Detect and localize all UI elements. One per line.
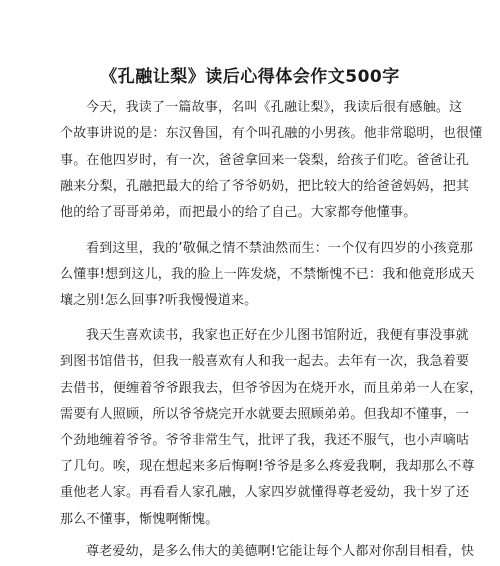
paragraph-4-line-1: 尊老爱幼，是多么伟大的美德啊!它能让每个人都对你刮目相看，快	[86, 544, 475, 559]
paragraph-1-line-3: 事。在他四岁时，有一次，爸爸拿回来一袋梨，给孩子们吃。爸爸让孔	[60, 153, 470, 168]
paragraph-1-line-4: 融来分梨，孔融把最大的给了爷爷奶奶，把比较大的给爸爸妈妈，把其	[60, 179, 470, 194]
paragraph-1-line-2: 个故事讲说的是：东汉鲁国，有个叫孔融的小男孩。他非常聪明，也很懂	[60, 126, 483, 141]
paragraph-3-line-7: 重他老人家。再看看人家孔融，人家四岁就懂得尊老爱幼，我十岁了还	[60, 485, 470, 500]
paragraph-2-line-1: 看到这里，我的’敬佩之情不禁油然而生：一个仅有四岁的小孩竟那	[86, 241, 474, 256]
paragraph-3-line-2: 到图书馆借书，但我一般喜欢有人和我一起去。去年有一次，我急着要	[60, 354, 470, 369]
paragraph-3-line-3: 去借书，便缠着爷爷跟我去，但爷爷因为在烧开水，而且弟弟一人在家，	[60, 381, 483, 396]
paragraph-3-line-5: 个劲地缠着爷爷。爷爷非常生气，批评了我，我还不服气，也小声嘀咕	[60, 433, 470, 448]
paragraph-1-line-1: 今天，我读了一篇故事，名叫《孔融让梨》，我读后很有感触。这	[86, 100, 463, 115]
paragraph-3-line-6: 了几句。唉，现在想起来多后悔啊!爷爷是多么疼爱我啊，我却那么不尊	[60, 459, 475, 474]
paragraph-2-line-2: 么懂事!想到这儿，我的脸上一阵发烧，不禁惭愧不已：我和他竟形成天	[60, 267, 475, 282]
paragraph-1-line-5: 他的给了哥哥弟弟，而把最小的给了自己。大家都夸他懂事。	[60, 205, 417, 220]
document-title: 《孔融让梨》读后心得体会作文500字	[100, 67, 400, 87]
paragraph-3-line-4: 需要有人照顾，所以爷爷烧完开水就要去照顾弟弟。但我却不懂事，一	[60, 407, 470, 422]
paragraph-2-line-3: 壤之别!怎么回事?听我慢慢道来。	[60, 293, 258, 308]
paragraph-3-line-8: 那么不懂事，惭愧啊惭愧。	[60, 512, 219, 527]
paragraph-3-line-1: 我天生喜欢读书，我家也正好在少儿图书馆附近，我便有事没事就	[86, 328, 469, 343]
